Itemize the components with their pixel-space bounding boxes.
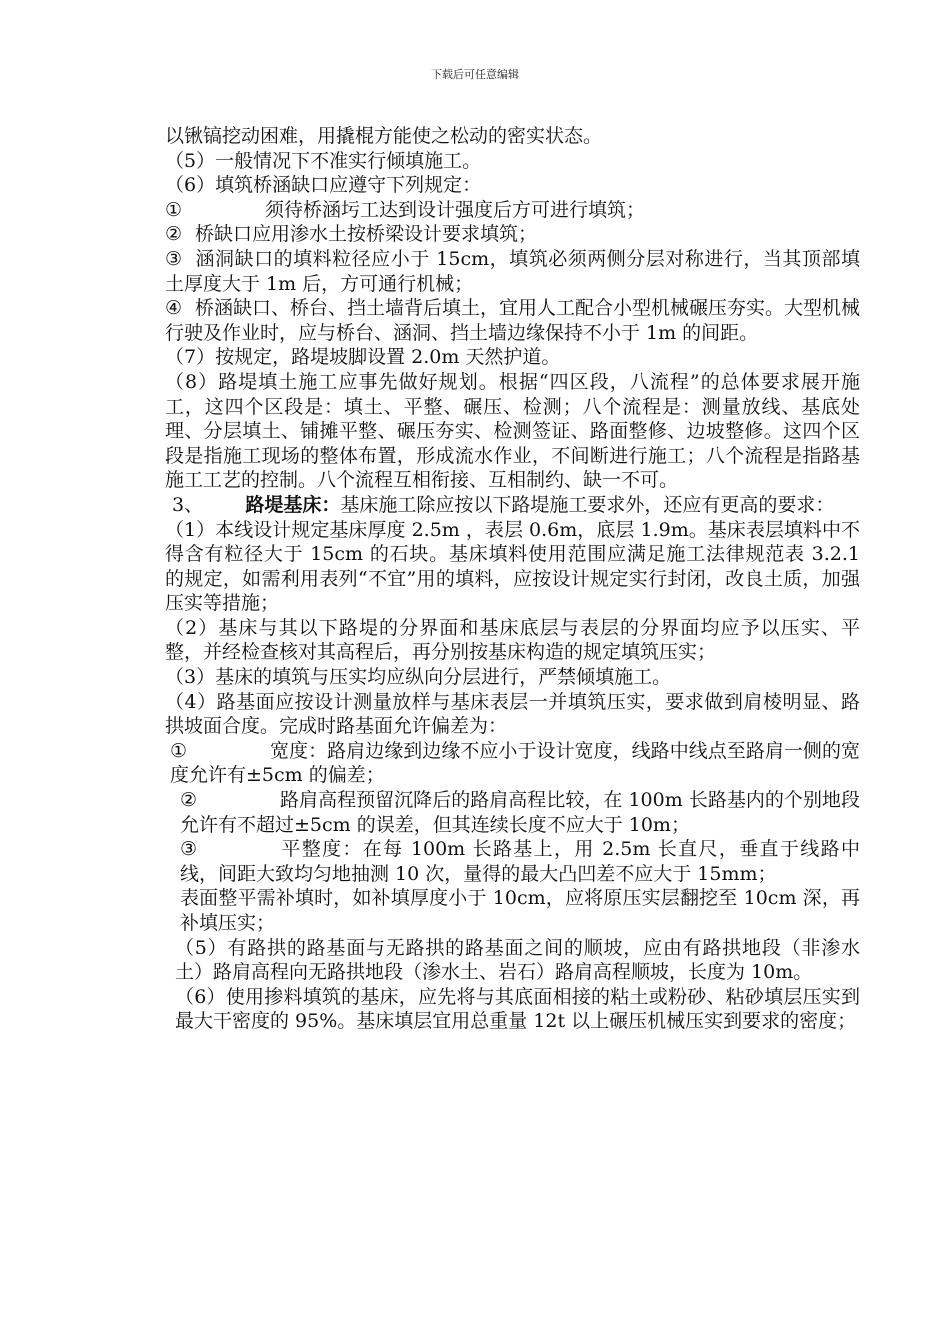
paragraph: （4）路基面应按设计测量放样与基床表层一并填筑压实，要求做到肩棱明显、路拱坡面合度。完成时路基面允许偏差为： [165, 690, 860, 738]
list-text: 路肩高程预留沉降后的路肩高程比较，在 100m 长路基内的个别地段允许有不超过±5cm 的误差，但其连续长度不应大于 10m； [180, 789, 860, 836]
list-text: 宽度：路肩边缘到边缘不应小于设计宽度，线路中线点至路肩一侧的宽度允许有±5cm 的偏差； [170, 739, 860, 787]
list-item [180, 837, 860, 886]
list-text: 桥涵缺口、桥台、挡土墙背后填土，宜用人工配合小型机械碾压夯实。大型机械行驶及作业时，应与桥台、涵洞、挡土墙边缘保持不小于 1m 的间距。 [165, 297, 861, 344]
section-title: 路堤基床： [245, 493, 341, 516]
list-number: ① [170, 739, 188, 762]
section-number: 3、 [172, 493, 204, 516]
list-number: ④ [165, 297, 183, 320]
list-text: 桥缺口应用渗水土按桥梁设计要求填筑； [195, 223, 538, 246]
paragraph: （8）路堤填土施工应事先做好规划。根据“四区段，八流程”的总体要求展开施工，这四个区段是：填土、平整、碾压、检测；八个流程是：测量放线、基底处理、分层填土、铺摊平整、碾压夯实、检测签证、路面整修、边坡整修。这四个区段是指施工现场的整体布置，形成流水作业，不间断进行施工；八个流程是指路基施工工艺的控制。八个流程互相衔接、互相制约、缺一不可。 [165, 370, 860, 492]
list-text: 涵洞缺口的填料粒径应小于 15cm，填筑必须两侧分层对称进行，当其顶部填土厚度大于 1m 后，方可通行机械； [165, 247, 860, 295]
page-header: 下载后可任意编辑 [431, 68, 519, 81]
paragraph: （2）基床与其以下路堤的分界面和基床底层与表层的分界面均应予以压实、平整，并经检查核对其高程后，再分别按基床构造的规定填筑压实； [165, 616, 860, 664]
paragraph: （5）一般情况下不准实行倾填施工。 [165, 149, 482, 172]
paragraph: （7）按规定，路堤坡脚设置 2.0m 天然护道。 [165, 346, 561, 369]
section-heading [138, 493, 860, 518]
list-text: 须待桥涵圬工达到设计强度后方可进行填筑； [265, 198, 646, 221]
list-item [170, 739, 860, 788]
list-item [165, 296, 860, 345]
paragraph: 表面整平需补填时，如补填厚度小于 10cm，应将原压实层翻挖至 10cm 深，再补填压实； [180, 887, 860, 934]
list-item [165, 198, 860, 223]
paragraph: （1）本线设计规定基床厚度 2.5m ，表层 0.6m，底层 1.9m。基床表层填料中不得含有粒径大于 15cm 的石块。基床填料使用范围应满足施工法律规范表 3.2.1 的规定，如需利用表列“不宜”用的填料，应按设计规定实行封闭，改良土质，加强压实等措施； [165, 518, 860, 615]
list-number: ③ [165, 247, 183, 270]
list-item [165, 222, 860, 247]
document-body [0, 124, 950, 1034]
list-number: ③ [180, 838, 198, 861]
list-item [180, 788, 860, 837]
list-number: ② [165, 223, 183, 246]
section-text: 基床施工除应按以下路堤施工要求外，还应有更高的要求： [340, 493, 835, 516]
paragraph: （6）使用掺料填筑的基床，应先将与其底面相接的粘土或粉砂、粘砂填层压实到最大干密度的 95%。基床填层宜用总重量 12t 以上碾压机械压实到要求的密度； [175, 985, 860, 1033]
paragraph: （3）基床的填筑与压实均应纵向分层进行，严禁倾填施工。 [165, 666, 672, 689]
list-number: ① [165, 198, 183, 221]
list-number: ② [180, 789, 198, 812]
list-text: 平整度：在每 100m 长路基上，用 2.5m 长直尺，垂直于线路中线，间距大致均匀地抽测 10 次，量得的最大凸凹差不应大于 15mm； [180, 838, 860, 885]
paragraph: 以锹镐挖动困难，用撬棍方能使之松动的密实状态。 [165, 125, 603, 147]
paragraph: （6）填筑桥涵缺口应遵守下列规定： [165, 174, 482, 197]
paragraph: （5）有路拱的路基面与无路拱的路基面之间的顺坡，应由有路拱地段（非渗水土）路肩高程向无路拱地段（渗水土、岩石）路肩高程顺坡，长度为 10m。 [175, 936, 860, 984]
list-item [165, 247, 860, 296]
